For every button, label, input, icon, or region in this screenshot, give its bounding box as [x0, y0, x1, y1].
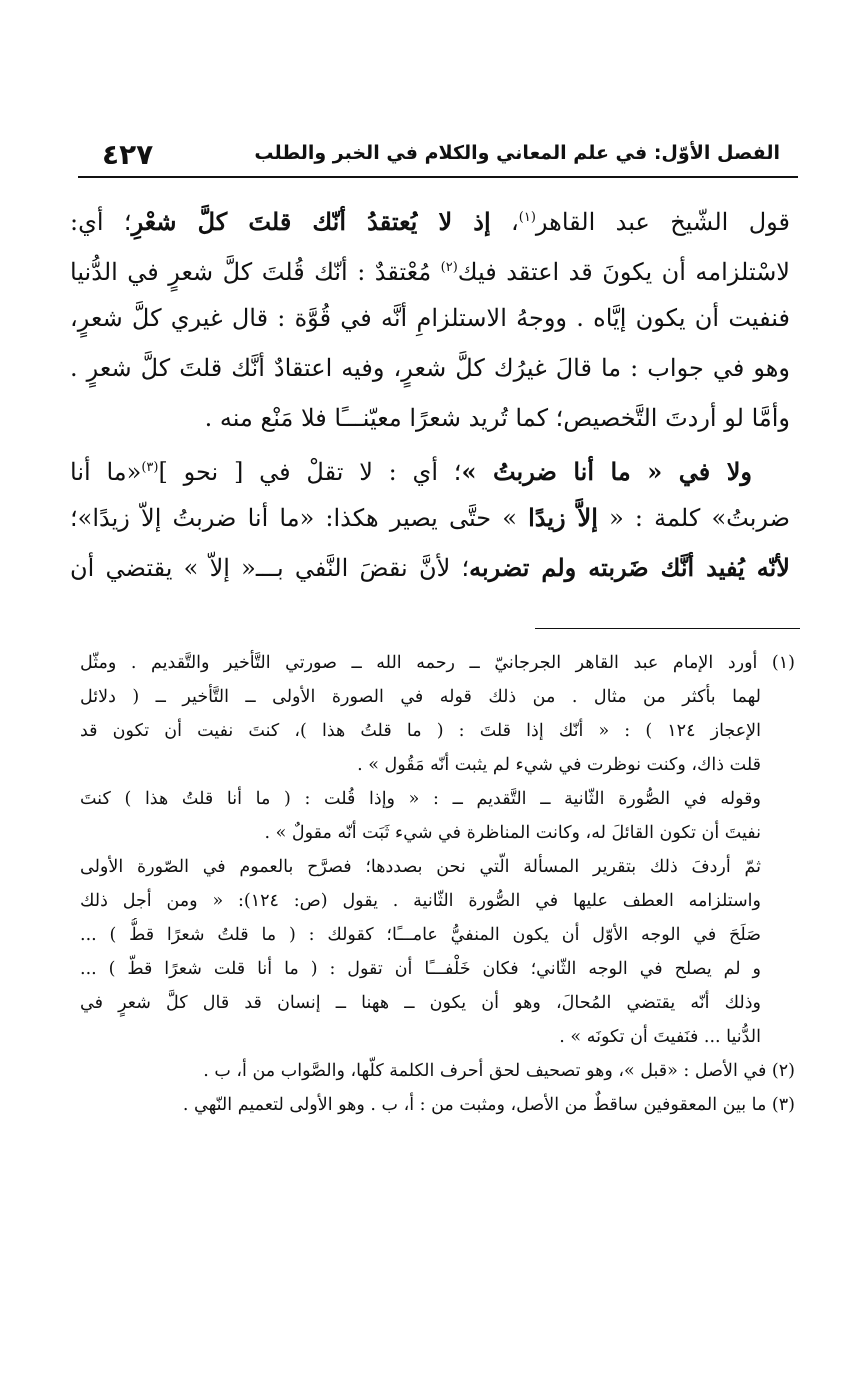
- footnotes: [80, 646, 795, 1122]
- footnote-line: الإعجاز ١٢٤ ) : « أنّك إذا قلتَ : ( ما قلتُ هذا )، كنتَ نفيت أن تكون قد: [80, 721, 761, 741]
- footnote-line: قلت ذاك، وكنت نوظرت في شيء لم يثبت أنّه مَقُول » .: [357, 755, 761, 775]
- footnote-line: (٢) في الأصل : «قبل »، وهو تصحيف لحق أحرف الكلمة كلّها، والصَّواب من أ، ب .: [203, 1061, 795, 1081]
- footnote-ref: (٢): [440, 260, 458, 275]
- footnote-line: (٣) ما بين المعقوفين ساقطٌ من الأصل، ومثبت من : أ، ب . وهو الأولى لتعميم النّهي .: [182, 1095, 795, 1115]
- main-text: [70, 193, 790, 593]
- header-rule: [78, 176, 798, 178]
- text-segment: مُعْتقدٌ : أنّك قُلتَ كلَّ شعرٍ في الدُّنيا: [70, 258, 441, 286]
- footnote-line: وقوله في الصُّورة الثّانية ــ التَّقديم ــ : « وإذا قُلت : ( ما أنا قلتُ هذا ) كنتَ: [80, 789, 761, 809]
- bold-text: إلاَّ زيدًا: [528, 503, 598, 532]
- bold-text: ولا في « ما أنا ضربتُ »: [461, 457, 753, 486]
- text-segment: وأمَّا لو أردتَ التَّخصيص؛ كما تُريد شعرًا معيّنـــًا فلا مَنْع منه .: [204, 404, 790, 432]
- text-segment: وهو في جواب : ما قالَ غيرُك كلَّ شعرٍ، وفيه اعتقادٌ أنَّك قلتَ كلَّ شعرٍ .: [70, 354, 790, 382]
- page-header: [100, 138, 780, 178]
- text-segment: لاسْتلزامه أن يكونَ قد اعتقد فيك: [457, 258, 790, 286]
- page-number: ٤٢٧: [102, 138, 154, 171]
- text-segment: ؛ أي:: [70, 208, 132, 236]
- bold-text: لأنّه يُفيد أنَّك ضَربته ولم تضربه: [469, 553, 790, 582]
- text-line: [70, 443, 790, 493]
- footnote-line: نفيتَ أن تكون القائلَ له، وكانت المناظرة في شيء ثَبَت أنّه مقولٌ » .: [264, 823, 761, 843]
- text-line: [70, 493, 790, 543]
- footnote-ref: (١): [518, 210, 536, 225]
- footnote-ref: (٣): [141, 460, 159, 475]
- footnote-line: صَلَحَ في الوجه الأوّل أن يكون المنفيُّ عامـــًا؛ كقولك : ( ما قلتُ شعرًا قطُّ ) ...: [80, 925, 761, 945]
- text-segment: ؛ لأنَّ نقضَ النَّفي بـــ« إلاّ » يقتضي أن: [70, 554, 470, 582]
- footnote-line: واستلزامه العطف عليها في الصُّورة الثّانية . يقول (ص: ١٢٤): « ومن أجل ذلك: [80, 891, 761, 911]
- text-line: [70, 193, 790, 243]
- footnote-line: وذلك أنّه يقتضي المُحالَ، وهو أن يكون ــ ههنا ــ إنسان قد قال كلَّ شعرٍ في: [80, 993, 761, 1013]
- bold-text: إذ لا يُعتقدُ أنّك قلتَ كلَّ شعْرِ: [131, 207, 491, 236]
- text-line: [70, 293, 790, 343]
- text-line: [70, 543, 790, 593]
- footnote-line: الدُّنيا ... فنَفيتَ أن تكونَه » .: [559, 1027, 761, 1047]
- footnote-separator: [535, 628, 800, 629]
- chapter-title: الفصل الأوّل: في علم المعاني والكلام في الخبر والطلب: [254, 142, 780, 164]
- text-segment: » حتَّى يصير هكذا: «ما أنا ضربتُ إلاّ زيدًا»؛: [70, 504, 529, 532]
- text-line: [70, 243, 790, 293]
- text-segment: ضربتُ» كلمة : «: [597, 504, 790, 532]
- text-segment: ؛ أي : لا تقلْ في [ نحو ]: [158, 458, 462, 486]
- text-segment: فنفيت أن يكون إيَّاه . ووجهُ الاستلزامِ أنَّه في قُوَّة : قال غيري كلَّ شعرٍ،: [70, 304, 790, 332]
- footnote-line: (١) أورد الإمام عبد القاهر الجرجانيّ ــ رحمه الله ــ صورتي التَّأخير والتَّقديم . ومثّل: [80, 653, 795, 673]
- text-segment: «ما أنا: [70, 458, 142, 486]
- text-segment: ،: [490, 208, 519, 236]
- footnote-line: و لم يصلح في الوجه الثّاني؛ فكان خَلْفـــًا أن تقول : ( ما أنا قلت شعرًا قطّ ) ...: [80, 959, 761, 979]
- footnote-line: لهما بأكثر من مثال . من ذلك قوله في الصورة الأولى ــ التَّأخير ــ ( دلائل: [80, 687, 761, 707]
- text-line: [70, 343, 790, 393]
- footnote-line: ثمّ أردفَ ذلك بتقرير المسألة الّتي نحن بصددها؛ فصرَّح بالعموم في الصّورة الأولى: [80, 857, 761, 877]
- text-segment: قول الشّيخ عبد القاهر: [535, 208, 790, 236]
- text-line: [70, 393, 790, 443]
